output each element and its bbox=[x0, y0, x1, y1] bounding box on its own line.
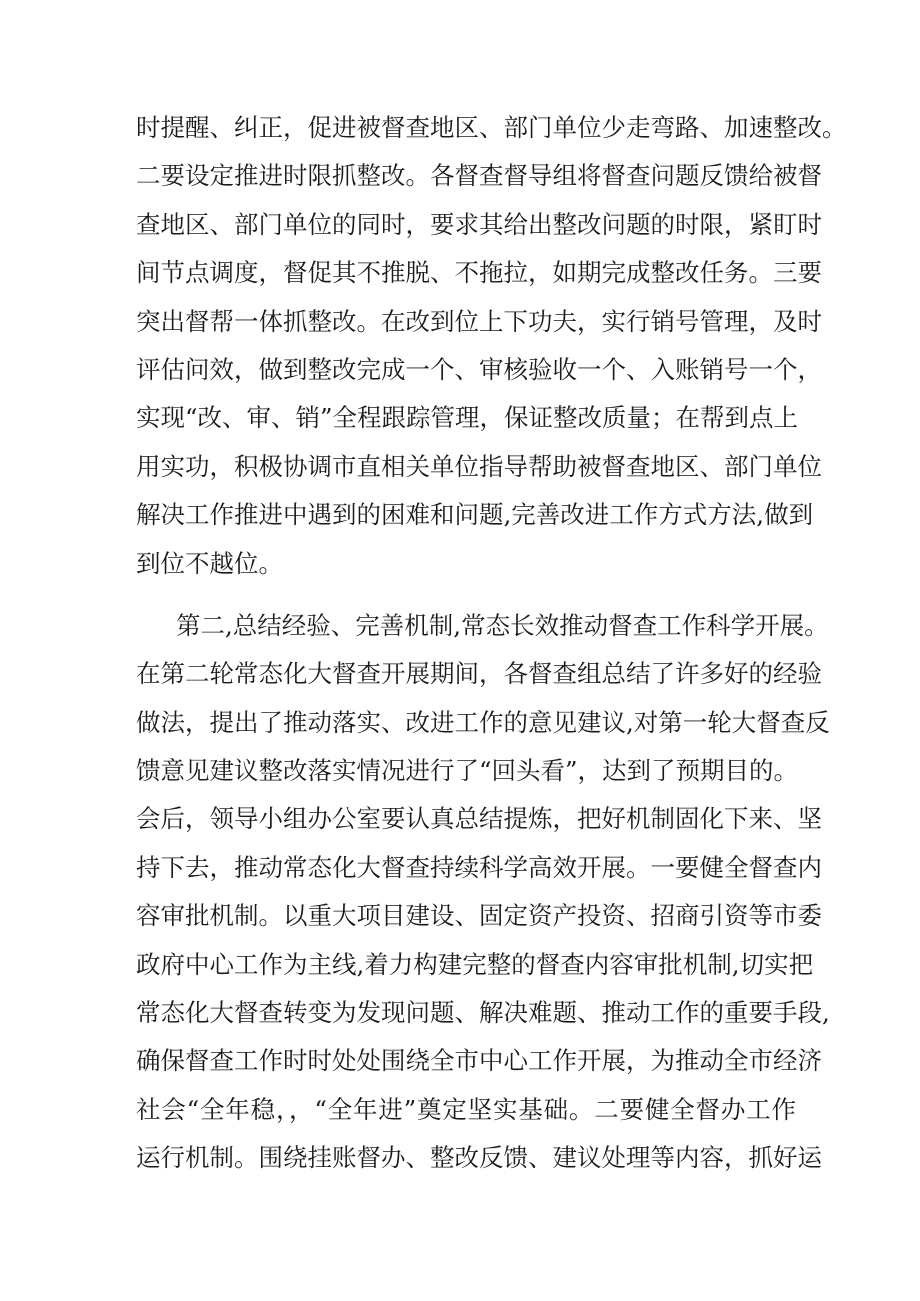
text-line: 在第二轮常态化大督查开展期间，各督查组总结了许多好的经验 bbox=[136, 659, 822, 689]
paragraph bbox=[136, 602, 830, 1183]
paragraph bbox=[136, 104, 847, 588]
text-line: 容审批机制。以重大项目建设、固定资产投资、招商引资等市委 bbox=[136, 901, 822, 931]
text-line: 做法，提出了推动落实、改进工作的意见建议,对第一轮大督查反 bbox=[136, 707, 830, 737]
text-line: 查地区、部门单位的同时，要求其给出整改问题的时限，紧盯时 bbox=[136, 209, 822, 239]
text-line: 实现“改、审、销”全程跟踪管理，保证整改质量；在帮到点上 bbox=[136, 403, 799, 433]
text-line: 时提醒、纠正，促进被督查地区、部门单位少走弯路、加速整改。 bbox=[136, 113, 847, 142]
text-line: 社会“全年稳，，“全年进”奠定坚实基础。二要健全督办工作 bbox=[136, 1094, 796, 1124]
text-line: 政府中心工作为主线,着力构建完整的督查内容审批机制,切实把 bbox=[136, 949, 814, 979]
document-body bbox=[136, 104, 847, 1183]
text-line: 解决工作推进中遇到的困难和问题,完善改进工作方式方法,做到 bbox=[136, 500, 814, 530]
text-line: 确保督查工作时时处处围绕全市中心工作开展，为推动全市经济 bbox=[136, 1046, 822, 1076]
text-line: 持下去，推动常态化大督查持续科学高效开展。一要健全督查内 bbox=[136, 852, 822, 882]
text-line: 运行机制。围绕挂账督办、整改反馈、建议处理等内容，抓好运 bbox=[136, 1143, 822, 1173]
paragraph-gap bbox=[136, 588, 796, 602]
text-line: 二要设定推进时限抓整改。各督查督导组将督查问题反馈给被督 bbox=[136, 161, 822, 191]
text-line: 馈意见建议整改落实情况进行了“回头看”，达到了预期目的。 bbox=[136, 756, 799, 786]
text-line: 间节点调度，督促其不推脱、不拖拉，如期完成整改任务。三要 bbox=[136, 258, 822, 288]
text-line: 用实功，积极协调市直相关单位指导帮助被督查地区、部门单位 bbox=[136, 451, 822, 481]
text-line: 第二,总结经验、完善机制,常态长效推动督查工作科学开展。 bbox=[176, 610, 829, 640]
text-line: 突出督帮一体抓整改。在改到位上下功夫，实行销号管理，及时 bbox=[136, 306, 822, 336]
text-line: 会后，领导小组办公室要认真总结提炼，把好机制固化下来、坚 bbox=[136, 804, 822, 834]
text-line: 评估问效，做到整改完成一个、审核验收一个、入账销号一个， bbox=[136, 354, 822, 384]
text-line: 常态化大督查转变为发现问题、解决难题、推动工作的重要手段, bbox=[136, 998, 830, 1028]
text-line: 到位不越位。 bbox=[136, 548, 283, 578]
